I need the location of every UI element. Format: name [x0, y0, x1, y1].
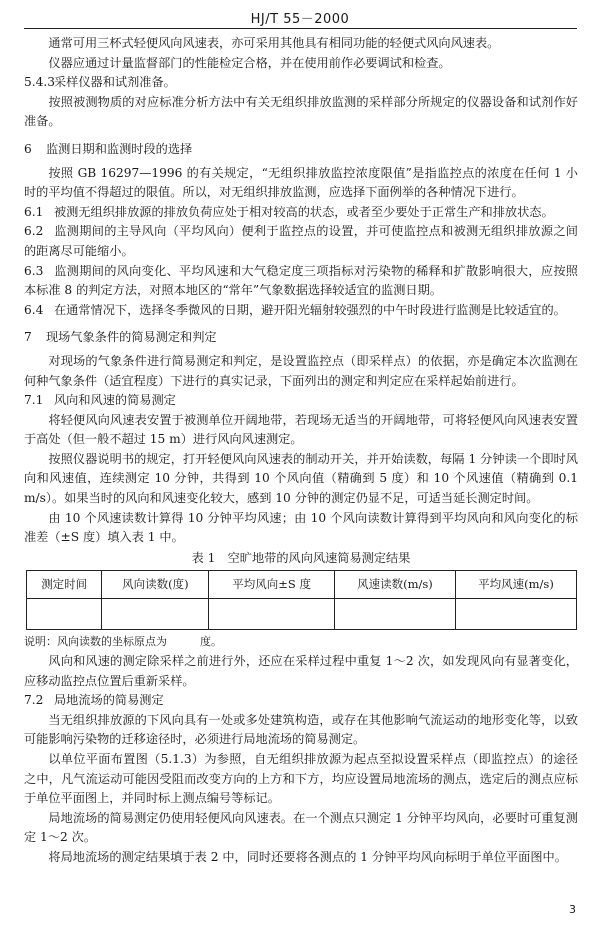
clause-text: 监测期间的风向变化、平均风速和大气稳定度三项指标对污染物的稀释和扩散影响很大，应按照本标准 8 的判定方法，对照本地区的“常年”气象数据选择较适宜的监测日期。	[24, 263, 578, 298]
table-header-cell: 风向读数(度)	[102, 571, 209, 599]
table-cell	[455, 599, 576, 630]
document-body	[24, 34, 578, 868]
paragraph: 按照仪器说明书的规定，打开轻便风向风速表的制动开关，并开始读数，每隔 1 分钟读一个即时风向和风速值，连续测定 10 分钟，共得到 10 个风向值（精确到 5 度）和 10 个风速值（精确到 0.1 m/s）。如果当时的风向和风速变化较大，感到 10 分钟的测定仍显不足，可适当延长测定时间。	[24, 451, 578, 506]
clause-7-1-heading	[24, 391, 578, 411]
table-header-cell: 风速读数(m/s)	[334, 571, 455, 599]
section-title: 现场气象条件的简易测定和判定	[46, 330, 217, 345]
clause-6-2	[24, 222, 578, 261]
paragraph: 将局地流场的测定结果填于表 2 中，同时还要将各测点的 1 分钟平均风向标明于单位平面图中。	[48, 849, 567, 864]
clause-number: 6.4	[24, 302, 44, 317]
table-1-note: 说明：风向读数的坐标原点为 度。	[24, 635, 222, 649]
paragraph: 仪器应通过计量监督部门的性能检定合格，并在使用前作必要调试和检查。	[48, 55, 451, 70]
clause-number: 6.3	[24, 263, 44, 278]
clause-number: 5.4.3	[24, 75, 56, 90]
table-header-row	[27, 571, 577, 599]
paragraph: 当无组织排放源的下风向具有一处或多处建筑构造，或存在其他影响气流运动的地形变化等，以致可能影响污染物的迁移途径时，必须进行局地流场的简易测定。	[24, 712, 578, 747]
clause-6-4	[24, 301, 578, 321]
clause-5-4-3	[24, 73, 578, 93]
section-title: 监测日期和监测时段的选择	[46, 141, 193, 156]
paragraph: 对现场的气象条件进行简易测定和判定，是设置监控点（即采样点）的依据，亦是确定本次监测在何种气象条件（适宜程度）下进行的真实记录，下面列出的测定和判定应在采样起始前进行。	[24, 353, 578, 388]
paragraph: 由 10 个风速读数计算得 10 分钟平均风速；由 10 个风向读数计算得到平均风向和风向变化的标准差（±S 度）填入表 1 中。	[24, 510, 578, 545]
clause-7-2-heading	[24, 691, 578, 711]
table-cell	[102, 599, 209, 630]
table-cell	[27, 599, 102, 630]
clause-title: 风向和风速的简易测定	[54, 393, 176, 408]
table-header-cell: 平均风向±S 度	[209, 571, 335, 599]
paragraph: 将轻便风向风速表安置于被测单位开阔地带，若现场无适当的开阔地带，可将轻便风向风速表安置于高处（但一般不超过 15 m）进行风向风速测定。	[24, 412, 578, 447]
page-number: 3	[569, 903, 576, 916]
table-cell	[334, 599, 455, 630]
table-cell	[209, 599, 335, 630]
header-rule	[24, 28, 577, 29]
clause-number: 6.1	[24, 204, 44, 219]
clause-6-1	[24, 203, 578, 223]
paragraph: 通常可用三杯式轻便风向风速表，亦可采用其他具有相同功能的轻便式风向风速表。	[48, 36, 500, 50]
clause-number: 6.2	[24, 224, 44, 239]
page-header: HJ/T 55－2000	[250, 12, 350, 27]
clause-text: 被测无组织排放源的排放负荷应处于相对较高的状态，或者至少要处于正常生产和排放状态。	[54, 204, 554, 219]
table-header-cell: 测定时间	[27, 571, 102, 599]
section-number: 7	[24, 330, 32, 345]
paragraph: 以单位平面布置图（5.1.3）为参照，自无组织排放源为起点至拟设置采样点（即监控点）的途径之中，凡气流运动可能因受阻而改变方向的上方和下方，均应设置局地流场的测点，选定后的测点应标于单位平面图上，并同时标上测点编号等标记。	[24, 752, 578, 806]
paragraph: 按照被测物质的对应标准分析方法中有关无组织排放监测的采样部分所规定的仪器设备和试剂作好准备。	[24, 94, 578, 129]
table-1	[26, 570, 577, 630]
clause-text: 在通常情况下，选择冬季微风的日期，避开阳光辐射较强烈的中午时段进行监测是比较适宜的。	[54, 302, 566, 317]
section-7-heading	[24, 328, 578, 348]
clause-title: 局地流场的简易测定	[54, 693, 164, 708]
clause-number: 7.1	[24, 393, 44, 408]
clause-number: 7.2	[24, 693, 44, 708]
clause-text: 监测期间的主导风向（平均风向）便利于监控点的设置，并可使监控点和被测无组织排放源之间的距离尽可能缩小。	[24, 224, 578, 258]
section-6-heading	[24, 140, 578, 160]
table-header-cell: 平均风速(m/s)	[455, 571, 576, 599]
paragraph: 局地流场的简易测定仍使用轻便风向风速表。在一个测点只测定 1 分钟平均风向，必要时可重复测定 1～2 次。	[24, 810, 578, 845]
paragraph: 风向和风速的测定除采样之前进行外，还应在采样过程中重复 1～2 次，如发现风向有显著变化，应移动监控点位置后重新采样。	[24, 654, 578, 688]
clause-6-3	[24, 262, 578, 301]
table-1-title: 表 1 空旷地带的风向风速简易测定结果	[191, 550, 411, 565]
clause-text: 采样仪器和试剂准备。	[54, 75, 176, 90]
table-row	[27, 599, 577, 630]
paragraph: 按照 GB 16297—1996 的有关规定，“无组织排放监控浓度限值”是指监控点的浓度在任何 1 小时的平均值不得超过的限值。所以，对无组织排放监测，应选择下面例举的各种情况下进行。	[24, 165, 578, 200]
section-number: 6	[24, 141, 32, 156]
